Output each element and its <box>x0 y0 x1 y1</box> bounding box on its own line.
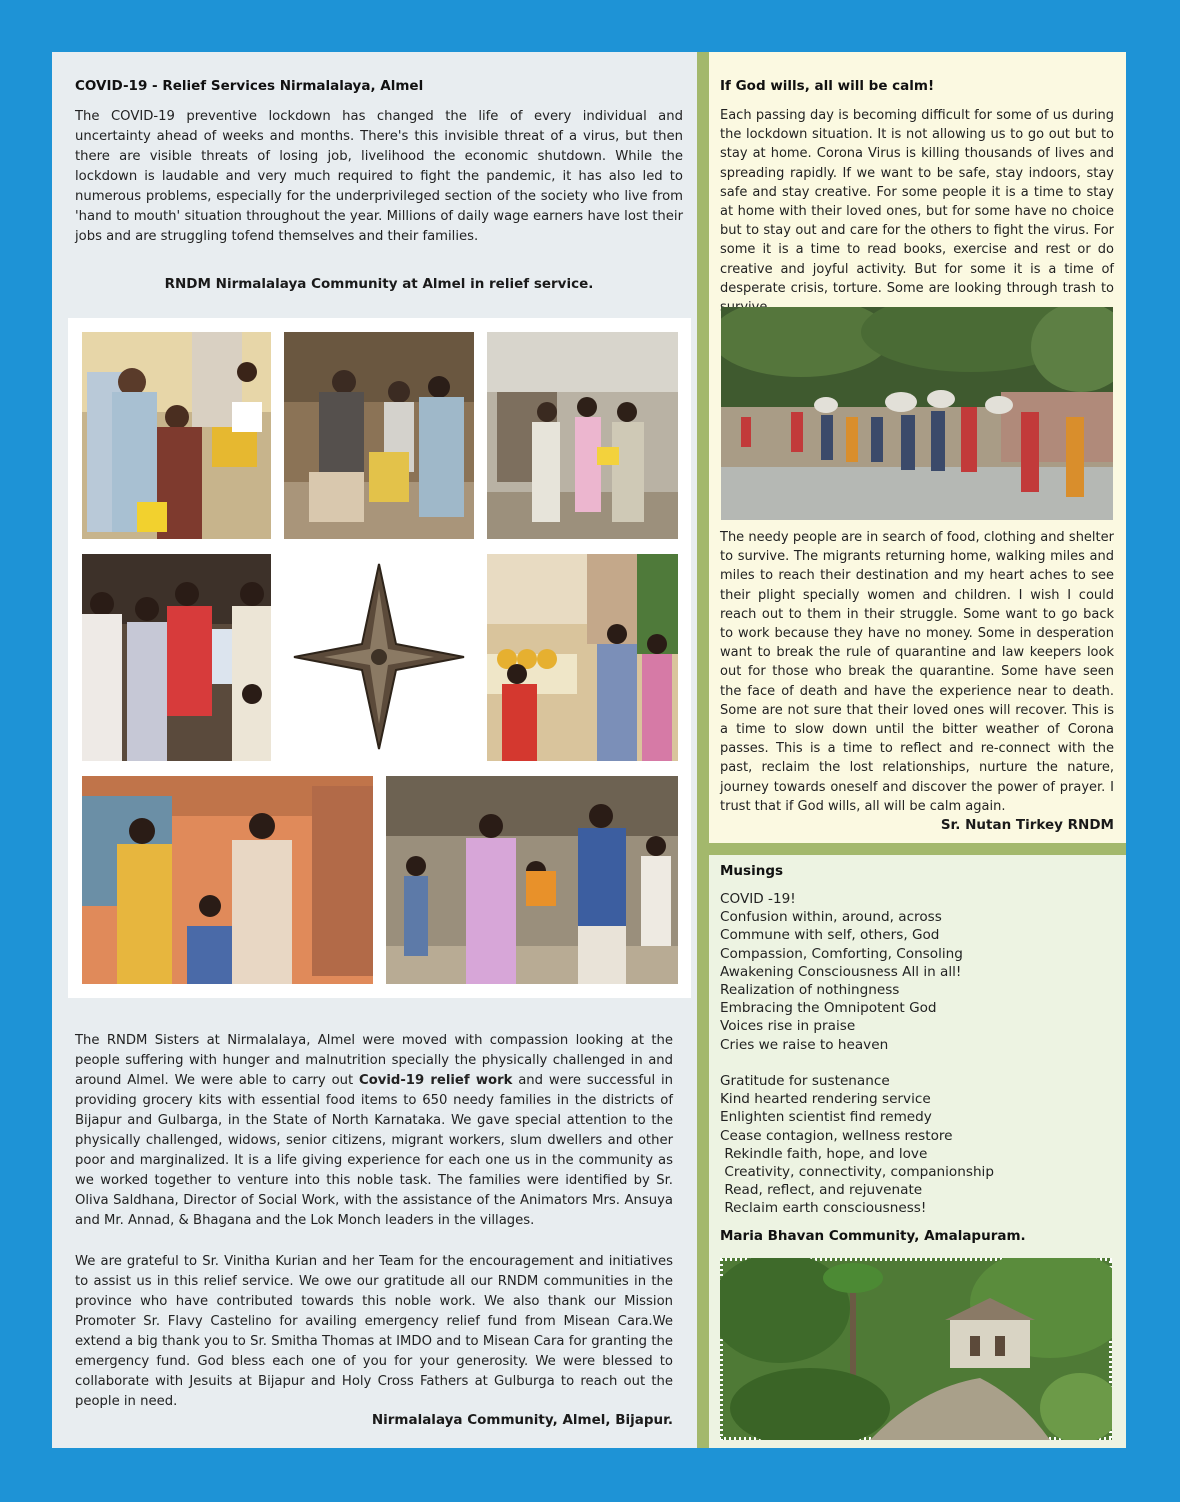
poem-line: COVID -19! <box>720 891 796 907</box>
right-top-title: If God wills, all will be calm! <box>720 78 935 94</box>
photo-relief-distribution-6 <box>82 776 373 984</box>
left-signature: Nirmalalaya Community, Almel, Bijapur. <box>371 1412 673 1428</box>
poem-line: Awakening Consciousness All in all! <box>720 963 962 980</box>
musings-title: Musings <box>720 863 784 879</box>
poem-line: Enlighten scientist find remedy <box>720 1109 932 1126</box>
left-body-1-pre: The RNDM Sisters at Nirmalalaya, Almel were moved with compassion looking at the people suffering with hunger and malnutrition specially the physically challenged in and around Almel. We were able to carry out <box>75 1033 673 1088</box>
left-body-1 <box>75 1031 673 1231</box>
left-body-1-post: and were successful in providing grocery kits with essential food items to 650 needy families in the districts of Bijapur and Gulbarga, in the State of North Karnataka. We gave special attention to the physically challenged, widows, senior citizens, migrant workers, slum dwellers and other poor and marginalized. It is a life giving experience for each one us in the community as we worked together to venture into this noble task. The families were identified by Sr. Oliva Saldhana, Director of Social Work, with the assistance of the Animators Mrs. Ansuya and Mr. Annad, & Bhagana and the Lok Monch leaders in the villages. <box>75 1073 673 1228</box>
poem-line: Rekindle faith, hope, and love <box>720 1145 928 1162</box>
left-intro: The COVID-19 preventive lockdown has changed the life of every individual and uncertainty ahead of weeks and months. There's this invisible threat of a virus, but then there are visible threats of losing job, livelihood the economic shutdown. While the lockdown is laudable and very much required to fight the pandemic, it has also led to numerous problems, especially for the underprivileged section of the society who live from 'hand to mouth' situation throughout the year. Millions of daily wage earners have lost their jobs and are struggling tofend themselves and their families. <box>75 109 683 244</box>
poem-line: Confusion within, around, across <box>720 909 942 926</box>
poem-line: Voices rise in praise <box>720 1018 856 1035</box>
photo-relief-distribution-7 <box>386 776 678 984</box>
right-top-signature: Sr. Nutan Tirkey RNDM <box>940 817 1114 833</box>
poem-stanza-1 <box>720 890 994 1054</box>
stanza-gap <box>720 1054 994 1072</box>
vertical-divider <box>697 52 709 1448</box>
poem-line: Cease contagion, wellness restore <box>720 1127 953 1144</box>
left-body-1-bold: Covid-19 relief work <box>359 1073 513 1088</box>
poem-line: Realization of nothingness <box>720 982 900 999</box>
poem-line: Compassion, Comforting, Consoling <box>720 945 963 962</box>
left-body-2: We are grateful to Sr. Vinitha Kurian and her Team for the encouragement and initiatives to assist us in this relief service. We owe our gratitude all our RNDM communities in the province who have contributed towards this noble work. We also thank our Mission Promoter Sr. Flavy Castelino for availing emergency relief fund from Misean Cara.We extend a big thank you to Sr. Smitha Thomas at IMDO and to Misean Cara for granting the emergency fund. God bless each one of you for your generosity. We were blessed to collaborate with Jesuits at Bijapur and Holy Cross Fathers at Gulburga to reach out the people in need. <box>75 1254 673 1409</box>
musings-poem <box>720 890 994 1218</box>
poem-line: Kind hearted rendering service <box>720 1091 931 1108</box>
left-title: COVID-19 - Relief Services Nirmalalaya, Almel <box>75 78 424 94</box>
photo-collage <box>68 318 691 998</box>
photo-caption: RNDM Nirmalalaya Community at Almel in relief service. <box>164 276 594 292</box>
horizontal-divider <box>709 843 1126 855</box>
photo-relief-distribution-3 <box>487 332 678 539</box>
musings-signature: Maria Bhavan Community, Amalapuram. <box>720 1228 1026 1244</box>
poem-line: Creativity, connectivity, companionship <box>720 1164 994 1181</box>
right-top-para-2: The needy people are in search of food, clothing and shelter to survive. The migrants returning home, walking miles and miles to reach their destination and my heart aches to see their plight specially women and children. I wish I could reach out to them in their struggle. Some want to go back to work because they have no money. Some in desperation want to break the rule of quarantine and law keepers look out for those who break the quarantine. Some have seen the face of death and have the experience near to death. Some are not sure that their loved ones will recover. This is a time to slow down until the bitter weather of Corona passes. This is a time to reflect and re-connect with the past, reclaim the lost relationships, nurture the nature, journey towards oneself and discover the power of prayer. I trust that if God wills, all will be calm again. <box>720 530 1114 814</box>
poem-line: Embracing the Omnipotent God <box>720 1000 937 1017</box>
poem-line: Reclaim earth consciousness! <box>720 1200 927 1217</box>
photo-relief-distribution-1 <box>82 332 271 539</box>
poem-line: Cries we raise to heaven <box>720 1036 889 1053</box>
photo-relief-distribution-5 <box>487 554 678 761</box>
photo-migrants-walking <box>721 307 1113 520</box>
poem-line: Read, reflect, and rejuvenate <box>720 1182 923 1199</box>
photo-garden-house <box>720 1258 1112 1440</box>
photo-relief-distribution-2 <box>284 332 474 539</box>
cross-emblem-image <box>284 554 474 761</box>
poem-line: Gratitude for sustenance <box>720 1073 890 1090</box>
photo-relief-distribution-4 <box>82 554 271 761</box>
poem-line: Commune with self, others, God <box>720 927 940 944</box>
right-top-para-1: Each passing day is becoming difficult for some of us during the lockdown situation. It is not allowing us to go out but to stay at home. Corona Virus is killing thousands of lives and spreading rapidly. If we want to be safe, stay indoors, stay safe and stay creative. For some people it is a time to stay at home with their loved ones, but for some have no choice but to stay out and care for the others to fight the virus. For some it is a time to read books, exercise and rest or do creative and joyful activity. But for some it is a time of desperate crisis, torture. Some are looking through trash to <box>720 108 1114 296</box>
poem-stanza-2 <box>720 1072 994 1218</box>
